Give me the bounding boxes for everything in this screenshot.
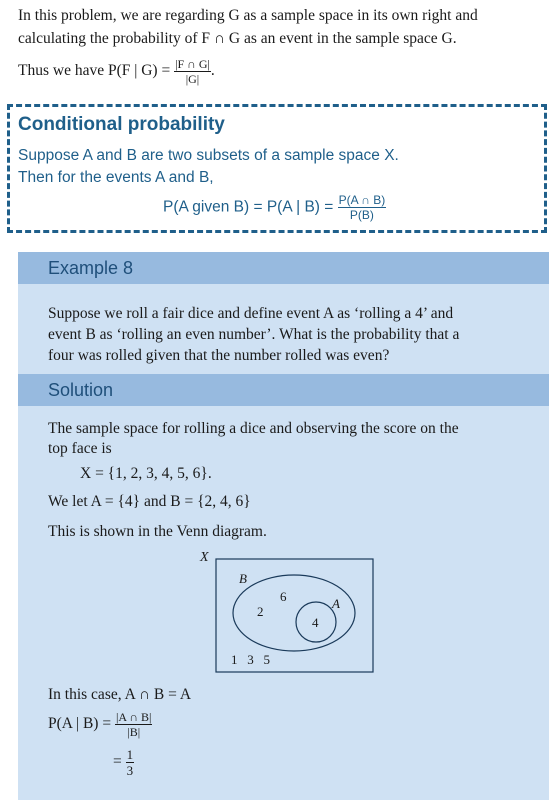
question-line-3: four was rolled given that the number rolled was even?: [48, 347, 390, 364]
thus-fraction: [174, 58, 211, 85]
definition-numerator: P(A ∩ B): [338, 193, 386, 207]
result-numerator: 1: [126, 747, 134, 762]
definition-line-2: Then for the events A and B,: [18, 169, 214, 186]
probability-formula: [48, 711, 152, 738]
venn-element-2: 2: [257, 604, 264, 619]
probability-lhs: P(A | B) =: [48, 715, 112, 733]
venn-label-b: B: [239, 571, 247, 586]
solution-header: Solution: [48, 380, 114, 400]
solution-line-2: top face is: [48, 440, 112, 457]
case-line: In this case, A ∩ B = A: [48, 686, 192, 703]
venn-element-6: 6: [280, 589, 287, 604]
example-header: Example 8: [48, 258, 134, 278]
probability-denominator: |B|: [127, 725, 141, 739]
venn-element-4: 4: [312, 615, 319, 630]
thus-denominator: |G|: [185, 72, 200, 86]
venn-diagram: [190, 545, 380, 675]
definition-denominator: P(B): [349, 208, 374, 222]
question-line-2: event B as ‘rolling an even number’. What is the probability that a: [48, 326, 460, 343]
definition-formula-lhs: P(A given B) = P(A | B) =: [163, 198, 334, 216]
result-eq: =: [113, 753, 122, 771]
thus-numerator: |F ∩ G|: [175, 57, 210, 71]
result-fraction: [126, 748, 135, 777]
solution-line-1: The sample space for rolling a dice and observing the score on the: [48, 420, 459, 437]
probability-numerator: |A ∩ B|: [115, 710, 152, 724]
let-line: We let A = {4} and B = {2, 4, 6}: [48, 493, 251, 510]
venn-label-x: X: [200, 550, 209, 565]
intro-line-2: calculating the probability of F ∩ G as an event in the sample space G.: [18, 30, 457, 47]
venn-label-a: A: [332, 596, 340, 611]
thus-lhs: P(F | G) =: [107, 62, 171, 80]
venn-outside-elements: 1 3 5: [231, 652, 270, 667]
definition-line-1: Suppose A and B are two subsets of a sample space X.: [18, 147, 399, 164]
intro-formula: Thus we have P(F | G) = $\frac{|F \cap G|}{|G|}$ .: [18, 57, 215, 86]
venn-caption: This is shown in the Venn diagram.: [48, 523, 267, 540]
probability-fraction: [115, 711, 152, 738]
definition-title: Conditional probability: [18, 114, 225, 135]
venn-set-b: [233, 575, 355, 651]
definition-formula: [163, 194, 386, 221]
result-formula: [113, 748, 134, 777]
sample-space: X = {1, 2, 3, 4, 5, 6}.: [80, 465, 212, 482]
result-denominator: 3: [126, 763, 134, 778]
definition-fraction: [338, 194, 387, 221]
thus-prefix: Thus we have: [18, 62, 105, 80]
intro-line-1: In this problem, we are regarding G as a sample space in its own right and: [18, 7, 478, 24]
question-line-1: Suppose we roll a fair dice and define event A as ‘rolling a 4’ and: [48, 305, 454, 322]
